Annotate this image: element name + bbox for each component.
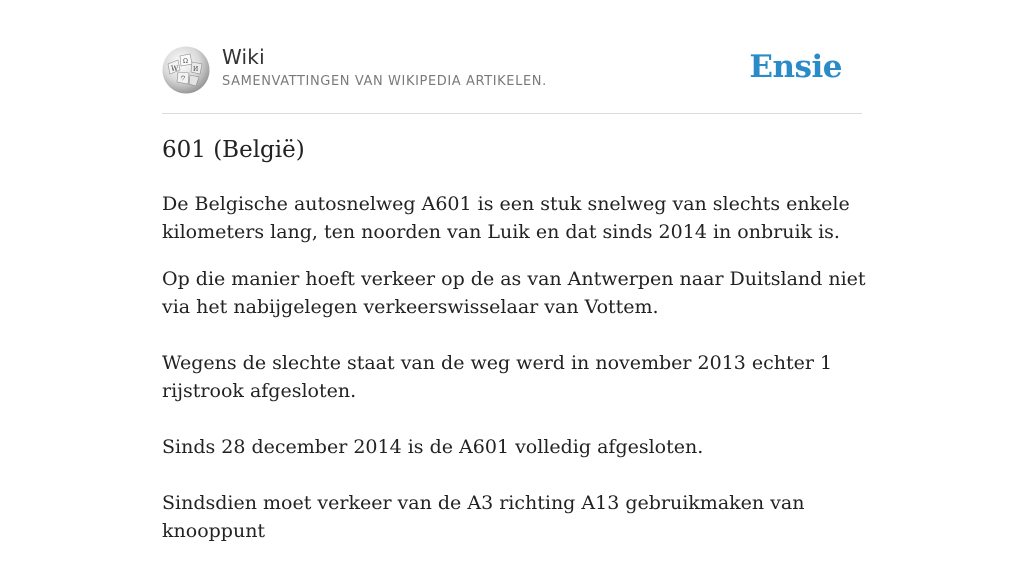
wikipedia-globe-icon[interactable] <box>162 46 210 94</box>
site-name[interactable]: Wiki <box>222 45 265 69</box>
paragraph: Wegens de slechte staat van de weg werd in november 2013 echter 1 rijstrook afgesloten. <box>162 352 833 402</box>
brand-logo[interactable]: Ensie <box>749 49 842 85</box>
paragraph: Op die manier hoeft verkeer op de as van Antwerpen naar Duitsland niet via het nabijgelegen verkeerswisselaar van Vottem. <box>162 268 866 318</box>
paragraph: Sindsdien moet verkeer van de A3 richting A13 gebruikmaken van knooppunt <box>162 492 805 542</box>
svg-text:Ω: Ω <box>183 58 188 65</box>
article-title: 601 (België) <box>162 137 305 163</box>
svg-text:ウ: ウ <box>180 75 187 82</box>
paragraph: Sinds 28 december 2014 is de A601 volledig afgesloten. <box>162 436 704 458</box>
svg-text:И: И <box>193 66 199 73</box>
article-body <box>162 190 867 564</box>
svg-text:W: W <box>171 65 179 73</box>
paragraph: De Belgische autosnelweg A601 is een stuk snelweg van slechts enkele kilometers lang, ten noorden van Luik en dat sinds 2014 in onbruik is. <box>162 193 850 243</box>
site-tagline: SAMENVATTINGEN VAN WIKIPEDIA ARTIKELEN. <box>222 74 547 89</box>
site-header <box>162 0 862 114</box>
page-container <box>162 0 866 542</box>
